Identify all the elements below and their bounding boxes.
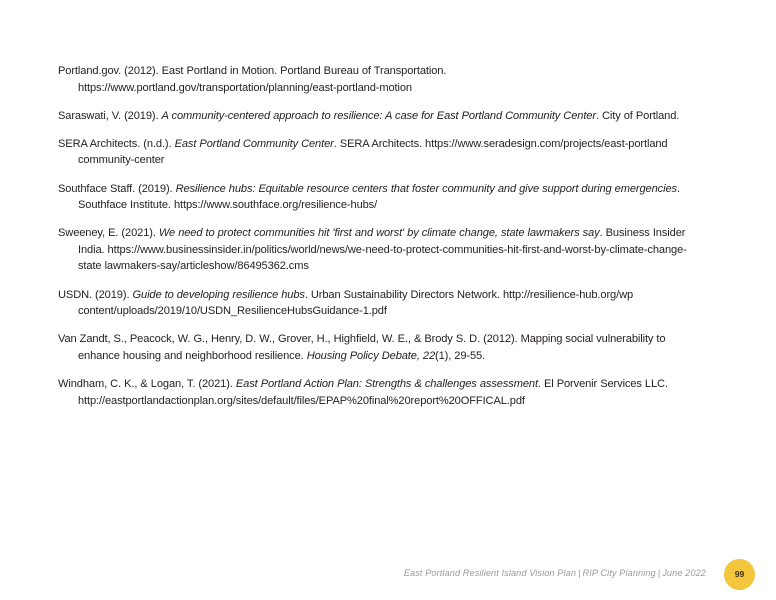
reference-text: (1), 29-55. <box>435 349 486 362</box>
reference-text: https://www.portland.gov/transportation/planning/east-portland-motion <box>78 81 412 94</box>
reference-title-italic: We need to protect communities hit 'first and worst' by climate change, state lawmakers say <box>158 227 600 240</box>
reference-text: Southface Staff. (2019). <box>58 182 176 195</box>
reference-text: SERA Architects. (n.d.). <box>58 137 175 150</box>
footer-organization: RIP City Planning <box>582 568 656 578</box>
reference-text: Sweeney, E. (2021). <box>58 227 159 240</box>
reference-text: . City of Portland. <box>595 109 680 122</box>
reference-entry <box>58 181 708 214</box>
footer-document-title: East Portland Resilient Island Vision Plan <box>403 568 577 578</box>
reference-entry <box>58 63 708 96</box>
reference-title-italic: Housing Policy Debate, 22 <box>306 349 436 362</box>
reference-title-italic: Guide to developing resilience hubs <box>132 288 305 301</box>
reference-text: . Urban Sustainability Directors Network. http://resilience-hub.org/wp content/uploads/2019/10/USDN_ResilienceHubsGuidance-1.pdf <box>78 288 634 318</box>
reference-entry <box>58 287 708 320</box>
reference-text: . El Porvenir Services LLC. http://eastportlandactionplan.org/sites/default/files/EPAP%20final%20report%20OFFICAL.pdf <box>78 377 668 407</box>
reference-text: Windham, C. K., & Logan, T. (2021). <box>58 377 236 390</box>
reference-text: . SERA Architects. https://www.seradesign.com/projects/east-portland community-center <box>78 137 668 167</box>
reference-text: . Business Insider India. https://www.businessinsider.in/politics/world/news/we-need-to-protect-communities-hit-first-and-worst-by-climate-change-state lawmakers-say/articleshow/86495362.cms <box>78 227 687 273</box>
reference-entry <box>58 136 708 169</box>
footer-citation-line <box>404 568 706 578</box>
reference-title-italic: A community-centered approach to resilience: A case for East Portland Community Center <box>161 109 596 122</box>
reference-entry <box>58 331 708 364</box>
page-footer <box>0 540 776 600</box>
page-number-label: 99 <box>734 569 745 580</box>
reference-text: Portland.gov. (2012). East Portland in Motion. Portland Bureau of Transportation. <box>58 65 447 78</box>
reference-entry <box>58 108 708 125</box>
reference-text: Van Zandt, S., Peacock, W. G., Henry, D. W., Grover, H., Highfield, W. E., & Brody S. D. (2012). Mapping social vulnerability to enhance housing and neighborhood resilience. <box>58 333 666 362</box>
reference-title-italic: Resilience hubs: Equitable resource centers that foster community and give support during emergencies <box>175 182 677 195</box>
footer-separator-1: | <box>578 568 581 578</box>
reference-title-italic: East Portland Action Plan: Strengths & challenges assessment <box>235 377 538 390</box>
references-list <box>58 52 708 421</box>
reference-text: . Southface Institute. https://www.southface.org/resilience-hubs/ <box>78 182 680 212</box>
reference-entry <box>58 225 708 275</box>
reference-title-italic: East Portland Community Center <box>174 137 334 150</box>
footer-separator-2: | <box>657 568 661 578</box>
reference-text: USDN. (2019). <box>58 288 133 301</box>
reference-entry <box>58 376 708 409</box>
reference-text: Saraswati, V. (2019). <box>58 109 162 122</box>
page-number-badge <box>724 559 755 590</box>
footer-date: June 2022 <box>662 568 706 578</box>
